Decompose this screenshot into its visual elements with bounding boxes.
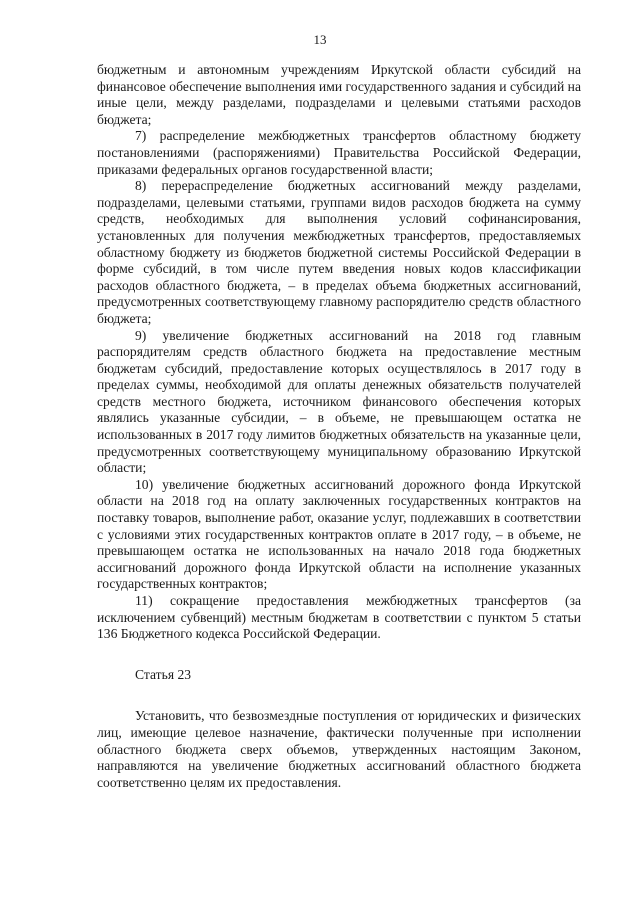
paragraph-item-9: 9) увеличение бюджетных ассигнований на 2018 год главным распорядителям средств областного бюджета на предоставление местным бюджетам субсидий, предоставление которых осуществлялось в 2017 году в пределах суммы, необходимой для оплаты денежных обязательств получателей средств местного бюджета, источником финансового обеспечения которых являлись указанные субсидии, – в объеме, не превышающем остатка не использованных в 2017 году лимитов бюджетных обязательств на указанные цели, предусмотренных соответствующему муниципальному образованию Иркутской области; — [97, 327, 581, 476]
article-heading: Статья 23 — [135, 666, 192, 682]
paragraph-item-7: 7) распределение межбюджетных трансфертов областному бюджету постановлениями (распоряжениями) Правительства Российской Федерации, приказами федеральных органов государственной власти; — [97, 128, 581, 177]
paragraph-item-10: 10) увеличение бюджетных ассигнований дорожного фонда Иркутской области на 2018 год на оплату заключенных государственных контрактов на поставку товаров, выполнение работ, оказание услуг, подлежавших в соответствии с условиями этих государственных контрактов оплате в 2017 году, – в объеме, не превышающем остатка не использованных на начало 2018 года бюджетных ассигнований дорожного фонда Иркутской области на исполнение указанных государственных контрактов; — [97, 476, 581, 592]
article-paragraph: Установить, что безвозмездные поступления от юридических и физических лиц, имеющие целевое назначение, фактически полученные при исполнении областного бюджета сверх объемов, утвержденных настоящим Законом, направляются на увеличение бюджетных ассигнований областного бюджета соответственно целям их предоставления. — [97, 708, 581, 790]
paragraph-item-11: 11) сокращение предоставления межбюджетных трансфертов (за исключением субвенций) местным бюджетам в соответствии с пунктом 5 статьи 136 Бюджетного кодекса Российской Федерации. — [97, 593, 581, 642]
document-body — [97, 62, 581, 791]
page-number: 13 — [313, 32, 327, 47]
paragraph-continuation: бюджетным и автономным учреждениям Иркутской области субсидий на финансовое обеспечение выполнения ими государственного задания и субсидий на иные цели, между разделами, подразделами и целевыми статьями расходов бюджета; — [97, 62, 581, 127]
paragraph-item-8: 8) перераспределение бюджетных ассигнований между разделами, подразделами, целевыми статьями, группами видов расходов бюджета на сумму средств, необходимых для выполнения условий софинансирования, установленных для получения межбюджетных трансфертов, предоставляемых областному бюджету из бюджетов бюджетной системы Российской Федерации в форме субсидий, в том числе путем введения новых кодов классификации расходов областного бюджета, – в пределах объема бюджетных ассигнований, предусмотренных соответствующему главному распорядителю средств областного бюджета; — [97, 178, 581, 326]
